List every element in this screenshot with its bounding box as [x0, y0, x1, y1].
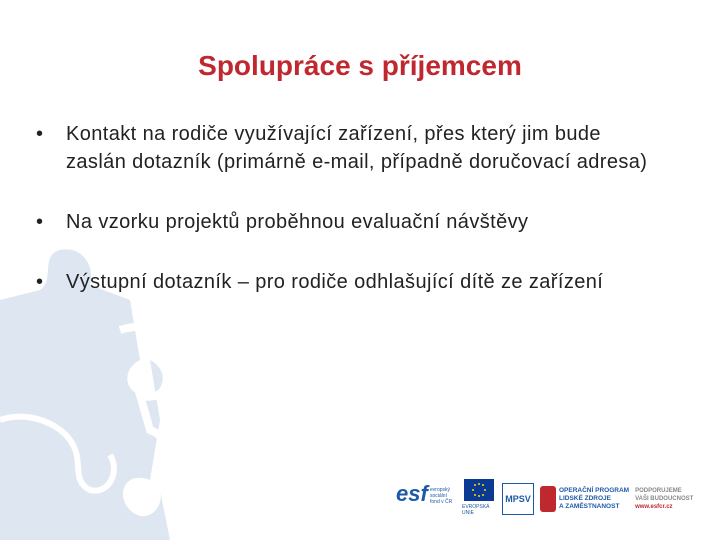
mpsv-logo: MPSV — [502, 483, 534, 515]
support-url: www.esfcr.cz — [635, 504, 673, 510]
op-logo — [540, 486, 629, 512]
op-logo-text — [559, 487, 629, 511]
bullet-marker: • — [36, 271, 44, 293]
list-item — [36, 208, 656, 236]
bullet-marker: • — [36, 123, 44, 145]
support-slogan — [635, 487, 693, 511]
eu-logo-label: EVROPSKÁ UNIE — [462, 504, 490, 516]
bullet-list — [36, 120, 656, 296]
esf-logo — [394, 479, 456, 519]
bullet-marker: • — [36, 211, 44, 233]
list-item — [36, 120, 656, 176]
op-line3: A ZAMĚSTNANOST — [559, 503, 620, 510]
list-item — [36, 268, 656, 296]
esf-logo-mark: esf — [396, 481, 428, 506]
esf-logo-caption: evropský sociální fond v ČR — [430, 487, 453, 505]
support-line2: VAŠI BUDOUCNOST — [635, 496, 694, 502]
op-line2: LIDSKÉ ZDROJE — [559, 495, 612, 502]
slide-title: Spolupráce s příjemcem — [198, 50, 522, 81]
support-line1: PODPORUJEME — [635, 488, 682, 494]
eu-flag-icon — [464, 479, 494, 501]
op-line1: OPERAČNÍ PROGRAM — [559, 487, 630, 494]
bullet-text: Na vzorku projektů proběhnou evaluační návštěvy — [66, 211, 529, 233]
op-person-icon — [540, 486, 556, 512]
footer-logos — [394, 478, 710, 520]
eu-logo — [462, 479, 496, 519]
bullet-text: Výstupní dotazník – pro rodiče odhlašující dítě ze zařízení — [66, 271, 604, 293]
bullet-text: Kontakt na rodiče využívající zařízení, přes který jim bude zaslán dotazník (primárně e-mail, případně doručovací adresa) — [66, 123, 648, 173]
